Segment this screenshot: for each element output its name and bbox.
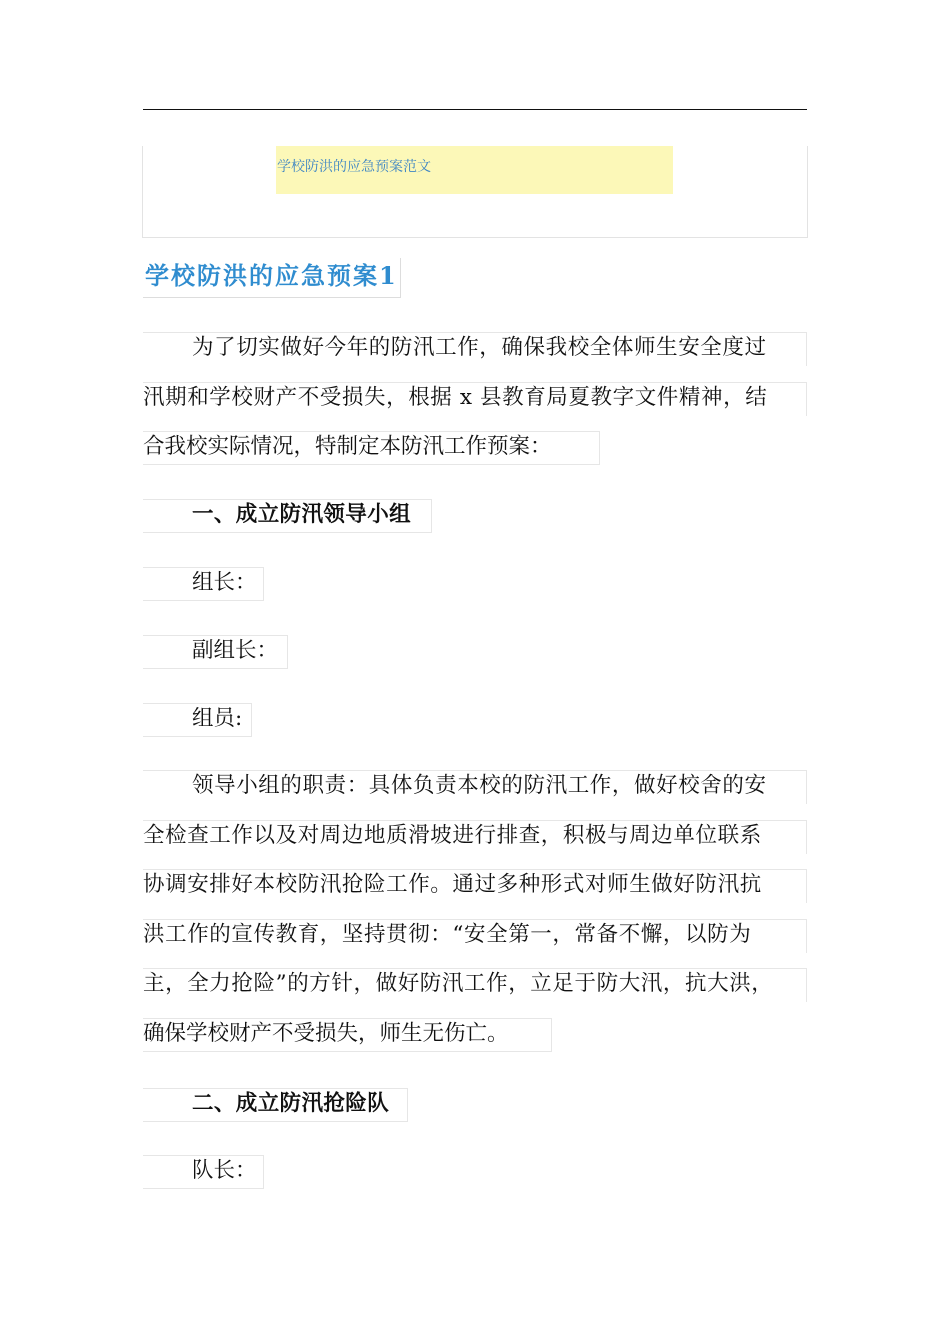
document-title: 学校防洪的应急预案1 — [143, 258, 401, 298]
intro-line-1: 为了切实做好今年的防汛工作，确保我校全体师生安全度过 — [143, 332, 807, 366]
intro-line-3: 合我校实际情况，特制定本防汛工作预案： — [143, 431, 600, 465]
section-1-heading: 一、成立防汛领导小组 — [143, 499, 432, 533]
header-banner-text: 学校防洪的应急预案范文 — [277, 159, 431, 175]
duties-line-1: 领导小组的职责：具体负责本校的防汛工作，做好校舍的安 — [143, 770, 807, 804]
duties-line-6: 确保学校财产不受损失，师生无伤亡。 — [143, 1018, 552, 1052]
duties-line-3: 协调安排好本校防汛抢险工作。通过多种形式对师生做好防汛抗 — [143, 869, 807, 903]
duties-line-5: 主，全力抢险”的方针，做好防汛工作，立足于防大汛，抗大洪， — [143, 968, 807, 1002]
duties-line-2: 全检查工作以及对周边地质滑坡进行排查，积极与周边单位联系 — [143, 820, 807, 854]
captain-label: 队长： — [143, 1155, 264, 1189]
deputy-leader-label: 副组长： — [143, 635, 288, 669]
leader-label: 组长： — [143, 567, 264, 601]
members-label: 组员: — [143, 703, 252, 737]
intro-line-2: 汛期和学校财产不受损失，根据 x 县教育局夏教字文件精神，结 — [143, 382, 807, 416]
section-2-heading: 二、成立防汛抢险队 — [143, 1088, 408, 1122]
top-rule — [143, 109, 807, 110]
duties-line-4: 洪工作的宣传教育，坚持贯彻：“安全第一，常备不懈，以防为 — [143, 919, 807, 953]
